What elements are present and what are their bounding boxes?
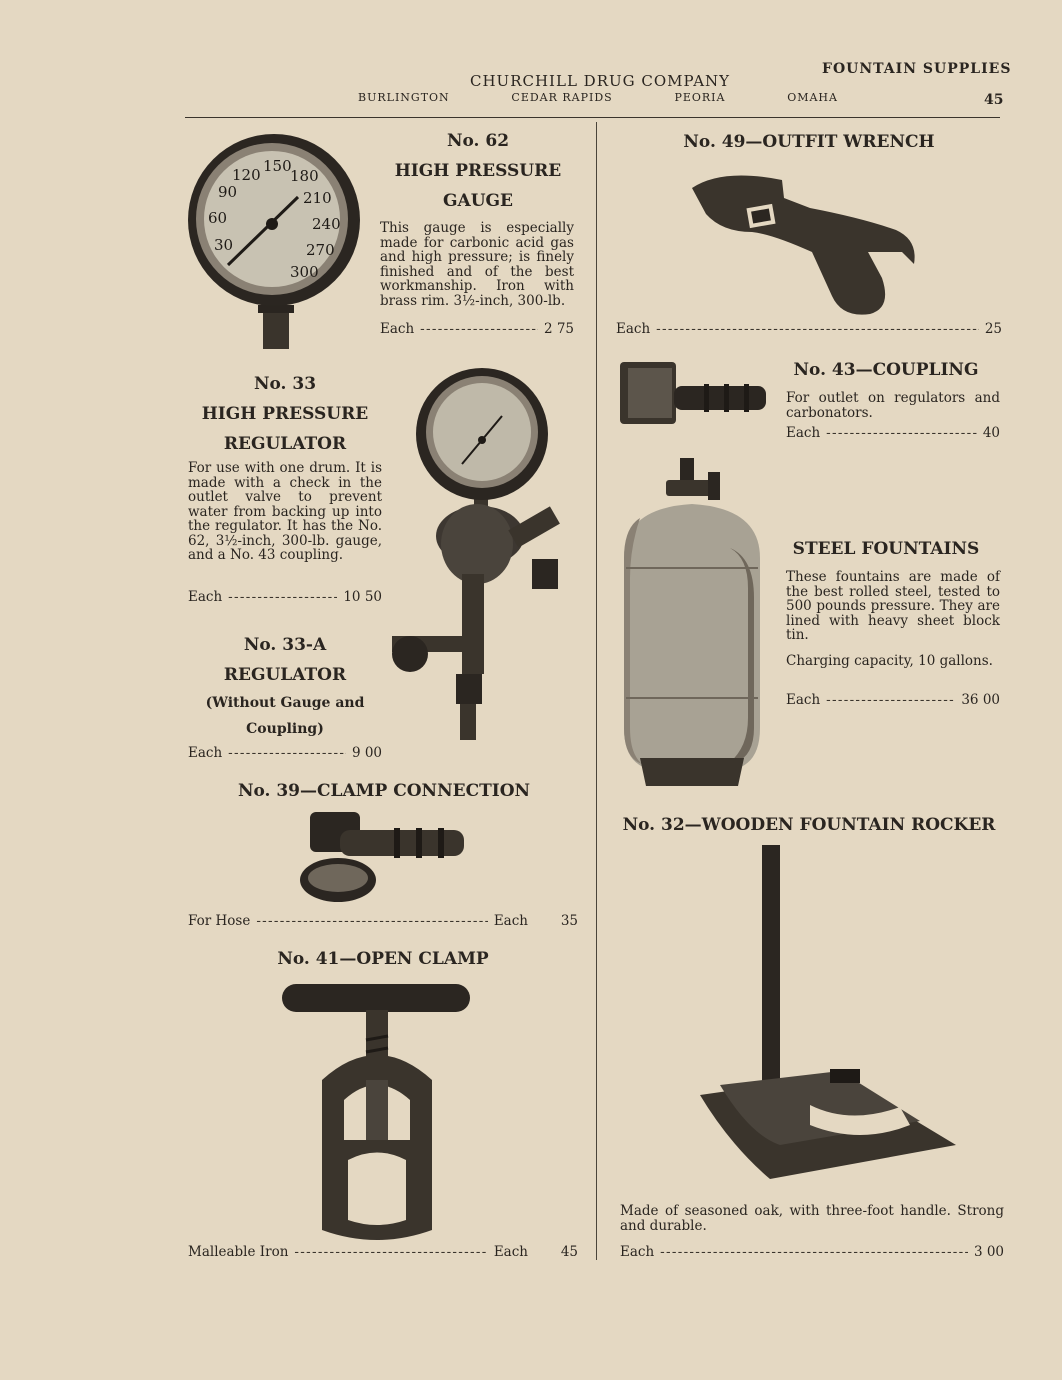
regulator-a-title xyxy=(188,630,382,690)
dial-number-180: 180 xyxy=(290,167,319,185)
wrench-title: No. 49—OUTFIT WRENCH xyxy=(683,132,935,152)
dial-number-270: 270 xyxy=(306,241,335,259)
wrench-price-label: Each xyxy=(616,321,651,337)
regulator-price-row xyxy=(188,589,382,605)
steel-fountains-price-label: Each xyxy=(786,692,821,708)
regulator-price: 10 50 xyxy=(343,589,382,605)
city-list xyxy=(358,91,838,104)
regulator-title xyxy=(188,369,382,459)
steel-fountains-title: STEEL FOUNTAINS xyxy=(792,539,980,559)
wrench-price-row xyxy=(616,321,1002,337)
coupling-price: 40 xyxy=(982,425,1000,441)
regulator-title-line1: No. 33 xyxy=(253,374,317,394)
steel-fountains-price-row xyxy=(786,692,1000,708)
open-clamp-illustration xyxy=(282,980,472,1236)
header-rule xyxy=(185,117,1000,118)
gauge-price-label: Each xyxy=(380,321,415,337)
rocker-description: Made of seasoned oak, with three-foot handle. Strong and durable. xyxy=(620,1203,1004,1234)
steel-fountains-description: These fountains are made of the best rolled steel, tested to 500 pounds pressure. They are lined with heavy sheet block tin. xyxy=(786,569,1000,643)
dial-number-210: 210 xyxy=(303,189,332,207)
gauge-title-line3: GAUGE xyxy=(442,191,513,211)
open-clamp-price-label: Malleable Iron xyxy=(188,1244,289,1260)
regulator-a-title-line1: No. 33-A xyxy=(243,635,327,655)
steel-fountains-capacity: Charging capacity, 10 gallons. xyxy=(786,653,993,669)
clamp-connection-price-row xyxy=(188,913,578,929)
regulator-price-label: Each xyxy=(188,589,223,605)
regulator-illustration xyxy=(392,374,574,740)
dial-number-240: 240 xyxy=(312,215,341,233)
dial-number-90: 90 xyxy=(218,183,238,201)
rocker-price-label: Each xyxy=(620,1244,655,1260)
regulator-a-price: 9 00 xyxy=(351,745,382,761)
rocker-title: No. 32—WOODEN FOUNTAIN ROCKER xyxy=(622,815,996,835)
column-divider xyxy=(596,122,597,1260)
clamp-connection-title: No. 39—CLAMP CONNECTION xyxy=(237,781,531,801)
dial-number-150: 150 xyxy=(263,157,292,175)
gauge-description: This gauge is especially made for carbonic acid gas and high pressure; is finely finished and of the best workmanship. Iron with brass rim. 3½-inch, 300-lb. xyxy=(380,220,574,309)
wrench-price: 25 xyxy=(984,321,1002,337)
coupling-price-row xyxy=(786,425,1000,441)
regulator-description: For use with one drum. It is made with a check in the outlet valve to prevent water from backing up into the regulator. It has the No. 62, 3½-inch, 300-lb. gauge, and a No. 43 coupling. xyxy=(188,460,382,563)
steel-fountain-illustration xyxy=(620,458,764,788)
rocker-price-row xyxy=(620,1244,1004,1260)
gauge-title xyxy=(380,126,576,216)
page-number: 45 xyxy=(984,92,1004,108)
clamp-connection-price-unit: Each xyxy=(493,913,528,929)
gauge-title-line2: HIGH PRESSURE xyxy=(394,161,562,181)
rocker-price: 3 00 xyxy=(973,1244,1004,1260)
open-clamp-price-row xyxy=(188,1244,578,1260)
city-peoria: PEORIA xyxy=(674,91,726,104)
regulator-title-line2: HIGH PRESSURE xyxy=(201,404,369,424)
coupling-price-label: Each xyxy=(786,425,821,441)
clamp-connection-price: 35 xyxy=(560,913,578,929)
company-name: CHURCHILL DRUG COMPANY xyxy=(470,72,731,90)
regulator-a-title-line2: REGULATOR xyxy=(223,665,347,685)
open-clamp-title: No. 41—OPEN CLAMP xyxy=(277,949,489,969)
wooden-rocker-illustration xyxy=(680,845,960,1185)
coupling-description: For outlet on regulators and carbonators. xyxy=(786,390,1000,421)
gauge-price-row xyxy=(380,321,574,337)
outfit-wrench-illustration xyxy=(692,168,920,318)
gauge-price: 2 75 xyxy=(543,321,574,337)
dial-number-60: 60 xyxy=(208,209,228,227)
coupling-illustration xyxy=(620,362,768,428)
regulator-a-subtitle-line2: Coupling) xyxy=(246,721,324,737)
clamp-connection-price-label: For Hose xyxy=(188,913,251,929)
pressure-gauge-illustration xyxy=(188,135,363,353)
dial-number-30: 30 xyxy=(214,236,234,254)
city-omaha: OMAHA xyxy=(787,91,838,104)
dial-number-120: 120 xyxy=(232,166,261,184)
steel-fountains-price: 36 00 xyxy=(961,692,1000,708)
gauge-title-line1: No. 62 xyxy=(446,131,510,151)
section-title: FOUNTAIN SUPPLIES xyxy=(822,61,1012,77)
regulator-title-line3: REGULATOR xyxy=(223,434,347,454)
coupling-title: No. 43—COUPLING xyxy=(793,360,979,380)
regulator-a-price-label: Each xyxy=(188,745,223,761)
open-clamp-price-unit: Each xyxy=(493,1244,528,1260)
clamp-connection-illustration xyxy=(300,812,468,902)
regulator-a-subtitle xyxy=(188,690,382,742)
regulator-a-subtitle-line1: (Without Gauge and xyxy=(205,695,365,711)
dial-number-300: 300 xyxy=(290,263,319,281)
regulator-a-price-row xyxy=(188,745,382,761)
city-cedar-rapids: CEDAR RAPIDS xyxy=(511,91,613,104)
city-burlington: BURLINGTON xyxy=(358,91,450,104)
open-clamp-price: 45 xyxy=(560,1244,578,1260)
